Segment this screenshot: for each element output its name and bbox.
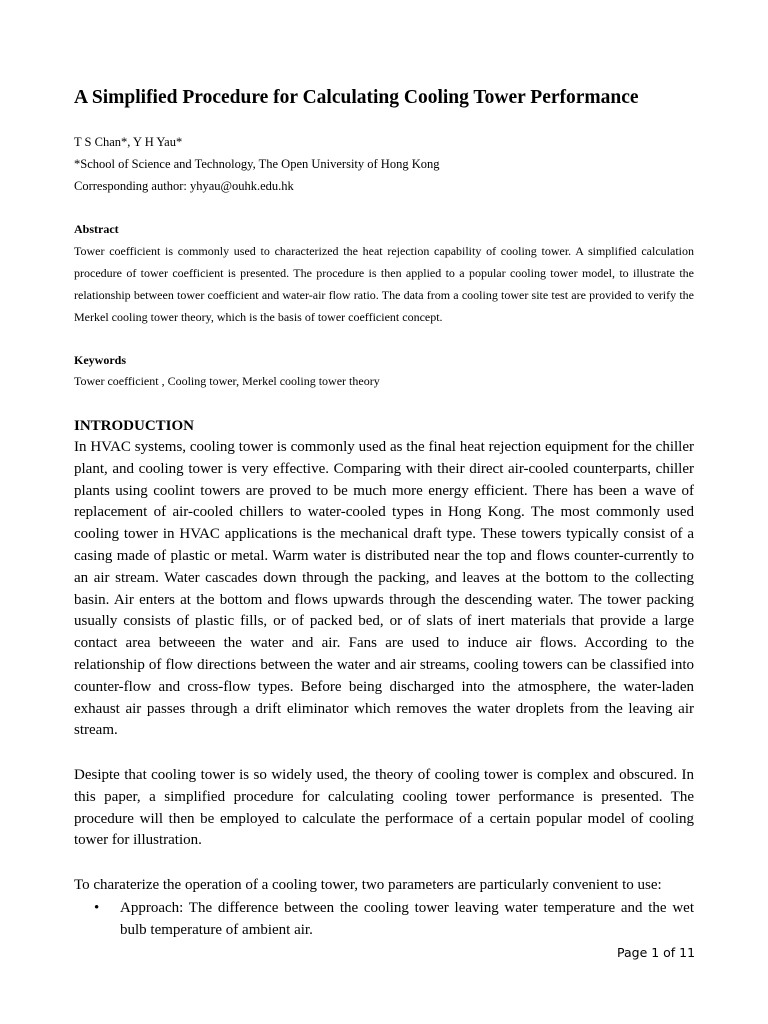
- affiliation: *School of Science and Technology, The Open University of Hong Kong: [74, 157, 440, 171]
- keywords-heading: Keywords: [74, 353, 126, 367]
- intro-paragraph-2: Desipte that cooling tower is so widely used, the theory of cooling tower is complex and obscured. In this paper, a simplified procedure for calculating cooling tower performance is presented. The procedure will then be employed to calculate the performace of a certain popular model of cooling tower for illustration.: [74, 767, 694, 849]
- corresponding-author: Corresponding author: yhyau@ouhk.edu.hk: [74, 179, 294, 193]
- list-item: [74, 898, 694, 942]
- intro-paragraph-1: In HVAC systems, cooling tower is commonly used as the final heat rejection equipment for the chiller plant, and cooling tower is very effective. Comparing with their direct air-cooled counterparts, chiller plants using coolint towers are proved to be much more energy efficient. There has been a wave of replacement of air-cooled chillers to water-cooled types in Hong Kong. The most commonly used cooling tower in HVAC applications is the mechanical draft type. These towers typically consist of a casing made of plastic or metal. Warm water is distributed near the top and flows counter-currently to an air stream. Water cascades down through the packing, and leaves at the bottom to the collecting basin. Air enters at the bottom and flows upwards through the descending water. The tower packing usually consists of plastic fills, or of packed bed, or of slats of inert materials that provide a large contact area betweeen the water and air. Fans are used to induce air flows. According to the relationship of flow directions between the water and air streams, cooling towers can be classified into counter-flow and cross-flow types. Before being discharged into the atmosphere, the water-laden exhaust air passes through a drift eliminator which removes the water droplets from the leaving air stream.: [74, 439, 694, 739]
- author-list: T S Chan*, Y H Yau*: [74, 135, 183, 149]
- introduction-heading: INTRODUCTION: [74, 418, 195, 434]
- parameter-list: [74, 898, 694, 942]
- intro-paragraph-3: To charaterize the operation of a cooling tower, two parameters are particularly convenient to use:: [74, 877, 662, 893]
- page-number: Page 1 of 11: [617, 945, 696, 960]
- bullet-icon: •: [94, 900, 100, 916]
- paper-title: A Simplified Procedure for Calculating Cooling Tower Performance: [74, 87, 639, 108]
- keywords-text: Tower coefficient , Cooling tower, Merkel cooling tower theory: [74, 374, 380, 388]
- abstract-heading: Abstract: [74, 222, 119, 236]
- abstract-text: Tower coefficient is commonly used to characterized the heat rejection capability of cooling tower. A simplified calculation procedure of tower coefficient is presented. The procedure is then applied to a popular cooling tower model, to illustrate the relationship between tower coefficient and water-air flow ratio. The data from a cooling tower site test are provided to verify the Merkel cooling tower theory, which is the basis of tower coefficient concept.: [74, 244, 694, 324]
- bullet-text: Approach: The difference between the cooling tower leaving water temperature and the wet bulb temperature of ambient air.: [120, 900, 694, 938]
